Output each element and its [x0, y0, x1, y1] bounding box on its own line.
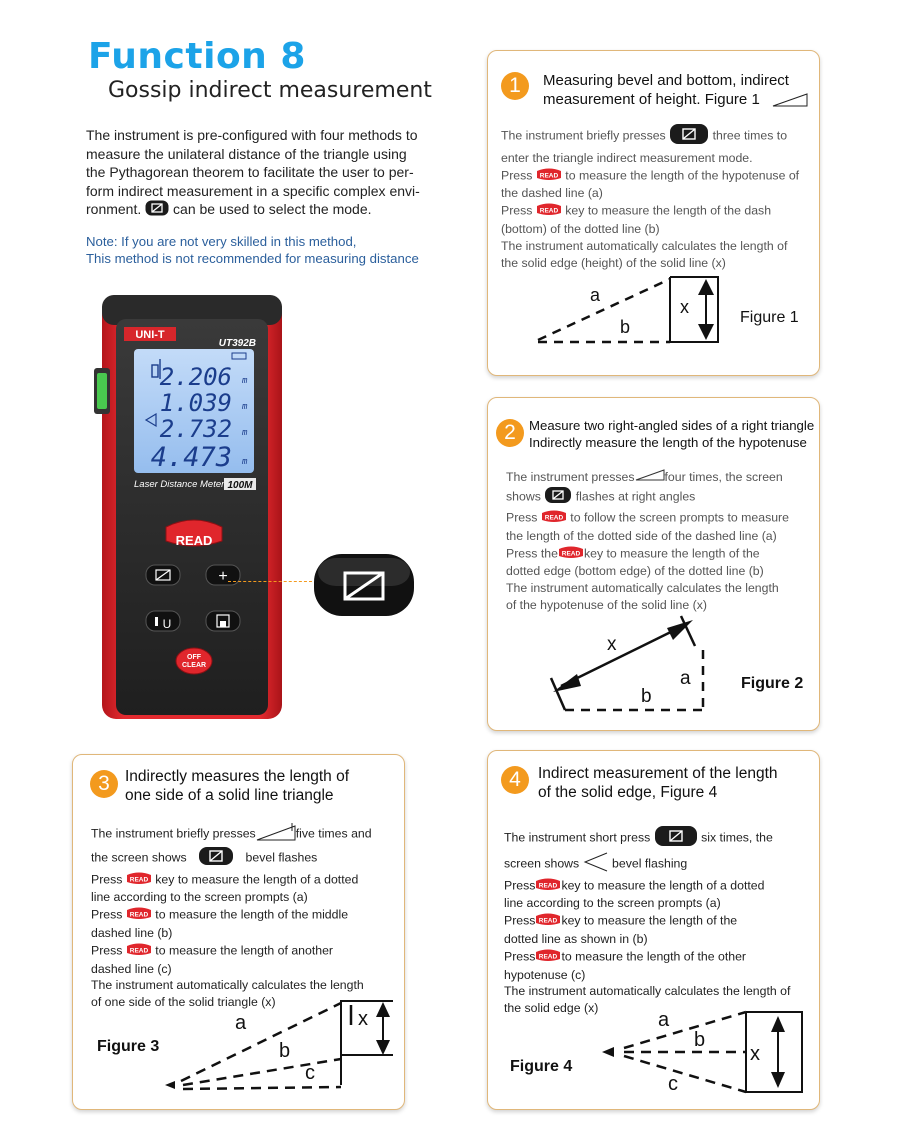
- off-key-label: OFF: [187, 654, 201, 661]
- card-heading-line: Indirect measurement of the length: [538, 765, 778, 782]
- body-line: hypotenuse (c): [504, 967, 586, 982]
- body-line: the dashed line (a): [501, 186, 603, 201]
- body-line: The instrument automatically calculates the length: [91, 978, 364, 993]
- intro-line: measure the unilateral distance of the triangle using: [86, 145, 407, 162]
- svg-text:READ: READ: [129, 947, 149, 955]
- device-model: UT392B: [218, 338, 256, 349]
- read-key-icon: [558, 545, 584, 564]
- label-c: c: [668, 1073, 678, 1095]
- note-line: This method is not recommended for measuring distance: [86, 251, 419, 266]
- read-key-icon: [541, 509, 567, 528]
- unit-key-label: U: [162, 617, 172, 631]
- read-key-icon: [126, 942, 152, 961]
- body-line: The instrument briefly presses three times to: [501, 123, 799, 150]
- intro-line: [86, 200, 456, 221]
- slope-triangle-icon: [256, 823, 296, 846]
- label-x: x: [680, 297, 689, 317]
- card-heading-line: one side of a solid line triangle: [125, 787, 334, 804]
- plus-key-label: +: [218, 568, 228, 585]
- body-line: Press the READ key to measure the length of the: [506, 545, 789, 564]
- read-key-icon: [536, 202, 562, 221]
- card-body: [506, 469, 789, 614]
- card-heading-line: of the solid edge, Figure 4: [538, 784, 718, 801]
- label-b: b: [694, 1029, 706, 1051]
- body-line: dotted edge (bottom edge) of the dotted line (b): [506, 564, 764, 579]
- card-heading: [125, 767, 349, 805]
- card-heading-line: Measure two right-angled sides of a right triangle: [529, 418, 815, 433]
- mode-key-zoom-icon: [312, 552, 416, 618]
- slope-triangle-icon: [635, 469, 665, 486]
- card-heading-line: measurement of height. Figure 1: [543, 90, 808, 109]
- svg-text:READ: READ: [129, 911, 149, 919]
- laser-distance-meter-device: [94, 293, 289, 721]
- svg-text:READ: READ: [539, 207, 559, 215]
- lcd-unit: m: [242, 457, 248, 467]
- body-line: of one side of the solid triangle (x): [91, 995, 276, 1010]
- body-line: line according to the screen prompts (a): [91, 890, 308, 905]
- figure-3-diagram: [161, 993, 401, 1093]
- triangle-mode-key-icon: [145, 200, 169, 221]
- read-key-icon: [536, 167, 562, 186]
- read-key-icon: [126, 906, 152, 925]
- lcd-unit: m: [242, 376, 248, 386]
- label-c: c: [305, 1062, 315, 1084]
- lcd-unit: m: [242, 402, 248, 412]
- label-b: b: [279, 1040, 291, 1062]
- body-line: (bottom) of the dotted line (b): [501, 221, 660, 236]
- step-badge: 3: [90, 770, 118, 798]
- intro-line-post: can be used to select the mode.: [173, 201, 372, 217]
- body-line: Press READ key to measure the length of the: [504, 912, 790, 931]
- body-line: Press READ to measure the length of the other: [504, 948, 790, 967]
- body-line: the solid edge (height) of the solid line (x): [501, 255, 726, 270]
- card-heading-line: Indirectly measures the length of: [125, 768, 350, 785]
- svg-text:READ: READ: [539, 953, 558, 961]
- figure-label: Figure 1: [740, 309, 799, 326]
- intro-line: The instrument is pre-configured with four methods to: [86, 127, 418, 143]
- figure-1-diagram: [528, 273, 728, 348]
- body-line: Press READ key to measure the length of the dash: [501, 202, 799, 221]
- figure-label: Figure 3: [97, 1038, 160, 1055]
- svg-text:READ: READ: [539, 917, 558, 925]
- label-b: b: [641, 686, 652, 707]
- card-heading: [543, 71, 808, 109]
- device-brand: UNI-T: [135, 329, 165, 341]
- body-line: Press READ to follow the screen prompts to measure: [506, 509, 789, 528]
- triangle-mode-key-icon: [198, 846, 234, 871]
- card-heading-line: Measuring bevel and bottom, indirect: [543, 72, 789, 89]
- body-line: The instrument automatically calculates the length of: [501, 238, 788, 253]
- label-b: b: [620, 317, 631, 337]
- card-body: [501, 123, 799, 271]
- method-card-1: [487, 50, 820, 376]
- body-line: The instrument automatically calculates the length of: [504, 984, 791, 999]
- intro-line: the Pythagorean theorem to facilitate the user to per-: [86, 164, 414, 180]
- body-line: The instrument short press six times, the: [504, 825, 790, 852]
- figure-2-diagram: [543, 606, 713, 718]
- svg-text:READ: READ: [561, 550, 581, 558]
- label-a: a: [680, 668, 691, 689]
- step-badge: 4: [501, 766, 529, 794]
- intro-line: form indirect measurement in a specific complex envi-: [86, 182, 420, 199]
- body-line: the solid edge (x): [504, 1001, 599, 1016]
- note-line: Note: If you are not very skilled in this method,: [86, 234, 357, 249]
- intro-text: [86, 126, 456, 221]
- body-line: shows flashes at right angles: [506, 486, 789, 509]
- body-line: The instrument presses four times, the screen: [506, 469, 789, 486]
- svg-text:READ: READ: [539, 172, 559, 180]
- slope-triangle-icon: [772, 93, 808, 107]
- body-line: dotted line as shown in (b): [504, 931, 648, 946]
- label-x: x: [358, 1008, 368, 1030]
- range-label: 100M: [227, 480, 253, 491]
- read-key-label: READ: [175, 533, 213, 548]
- product-label: Laser Distance Meter: [134, 479, 225, 490]
- body-line: dashed line (c): [91, 961, 172, 976]
- body-line: enter the triangle indirect measurement mode.: [501, 150, 753, 165]
- figure-label: Figure 2: [741, 675, 804, 692]
- body-line: Press READ to measure the length of the hypotenuse of: [501, 167, 799, 186]
- card-body: [504, 825, 790, 1017]
- body-line: line according to the screen prompts (a): [504, 896, 721, 911]
- body-line: screen shows bevel flashing: [504, 852, 790, 877]
- step-badge: 2: [496, 419, 524, 447]
- figure-4-diagram: [598, 1006, 808, 1098]
- method-card-3: [72, 754, 405, 1110]
- body-line: dashed line (b): [91, 925, 173, 940]
- body-line: of the hypotenuse of the solid line (x): [506, 597, 707, 612]
- card-heading: [529, 418, 814, 451]
- body-line: the screen shows bevel flashes: [91, 846, 372, 871]
- label-a: a: [658, 1009, 670, 1031]
- step-badge: 1: [501, 72, 529, 100]
- label-x: x: [750, 1043, 760, 1065]
- note-text: [86, 233, 456, 267]
- intro-line-pre: ronment.: [86, 201, 142, 217]
- method-card-4: [487, 750, 820, 1110]
- svg-text:READ: READ: [129, 876, 149, 884]
- read-key-icon: [126, 871, 152, 890]
- triangle-mode-key-icon: [654, 825, 698, 852]
- label-a: a: [235, 1012, 247, 1034]
- body-line: Press READ key to measure the length of a dotted: [504, 877, 790, 896]
- figure-label: Figure 4: [510, 1058, 573, 1075]
- read-key-icon: [535, 912, 561, 931]
- body-line: The instrument briefly presses five times and: [91, 823, 372, 846]
- lcd-reading-3: 2.732: [159, 415, 232, 443]
- callout-leader-line: [228, 581, 312, 582]
- card-body: [91, 823, 372, 1011]
- body-line: Press READ to measure the length of the middle: [91, 906, 372, 925]
- method-card-2: [487, 397, 820, 731]
- lcd-unit: m: [242, 428, 248, 438]
- page-subtitle: Gossip indirect measurement: [108, 78, 432, 103]
- read-key-icon: [535, 877, 561, 896]
- svg-text:READ: READ: [544, 514, 564, 522]
- body-line: the length of the dotted side of the dashed line (a): [506, 528, 777, 543]
- card-heading-line: Indirectly measure the length of the hypotenuse: [529, 434, 807, 450]
- read-key-icon: [535, 948, 561, 967]
- lcd-reading-4: 4.473: [150, 442, 232, 473]
- page-title: Function 8: [88, 36, 306, 77]
- triangle-mode-key-icon: [544, 486, 572, 509]
- body-line: The instrument automatically calculates the length: [506, 581, 779, 596]
- angle-icon: [583, 852, 609, 877]
- body-line: Press READ to measure the length of another: [91, 942, 372, 961]
- lcd-reading-2: 1.039: [159, 389, 232, 417]
- clear-key-label: CLEAR: [181, 662, 207, 669]
- body-line: Press READ key to measure the length of a dotted: [91, 871, 372, 890]
- svg-text:READ: READ: [539, 882, 558, 890]
- triangle-mode-key-icon: [669, 123, 709, 150]
- label-a: a: [590, 285, 601, 305]
- card-heading: [538, 764, 778, 802]
- label-x: x: [607, 634, 617, 655]
- lcd-reading-1: 2.206: [159, 363, 232, 391]
